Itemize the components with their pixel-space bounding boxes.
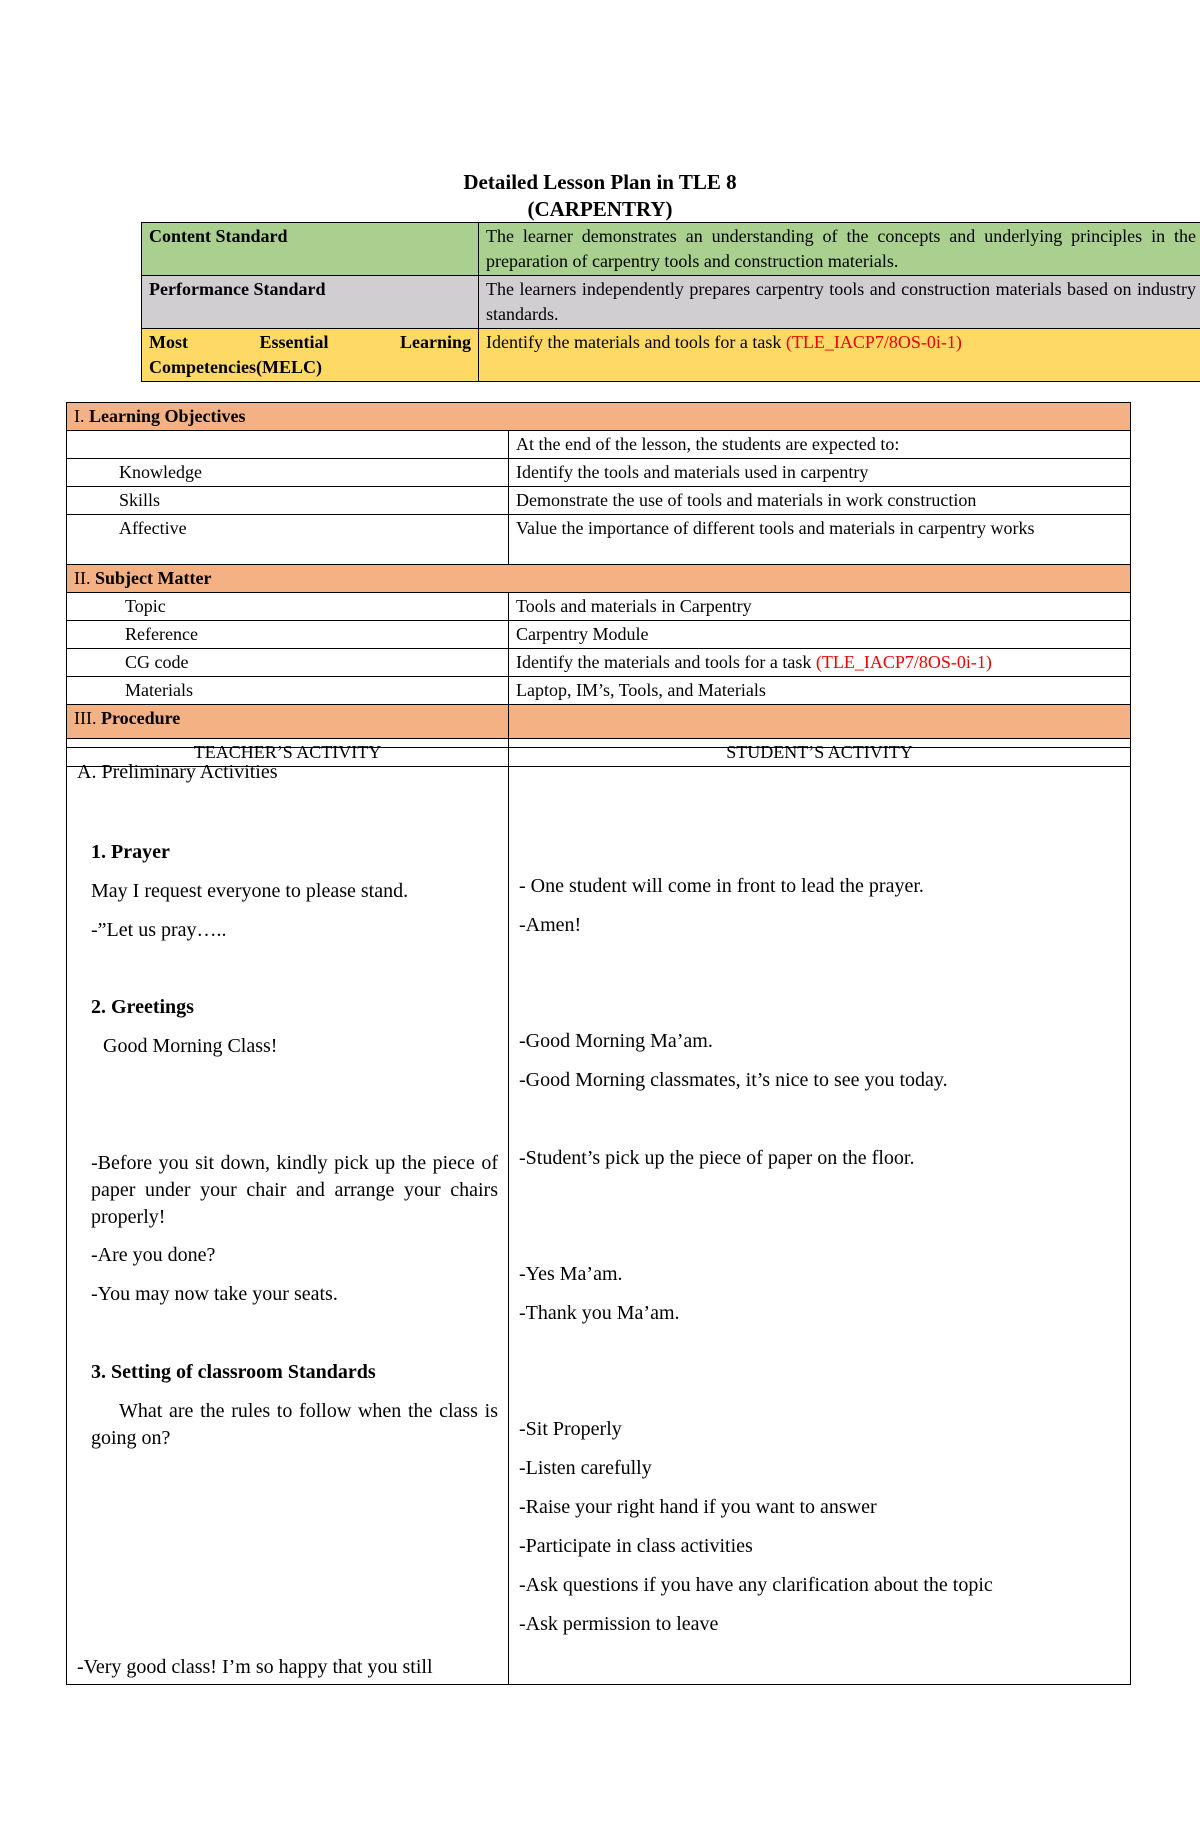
- greetings-line-3: -Are you done?: [91, 1244, 216, 1266]
- standards-table: [141, 222, 1200, 382]
- subject-label-materials: Materials: [67, 677, 509, 705]
- content-standard-label: Content Standard: [142, 223, 479, 276]
- melc-code: (TLE_IACP7/8OS-0i-1): [785, 332, 962, 352]
- subject-label-reference: Reference: [67, 621, 509, 649]
- prayer-heading: 1. Prayer: [91, 841, 170, 863]
- student-line-9: -Listen carefully: [519, 1457, 652, 1479]
- melc-text-value: Identify the materials and tools for a task: [486, 332, 786, 352]
- subject-label-topic: Topic: [67, 593, 509, 621]
- subject-value-materials: Laptop, IM’s, Tools, and Materials: [509, 677, 1131, 705]
- student-line-11: -Participate in class activities: [519, 1535, 753, 1557]
- performance-standard-text: The learners independently prepares carpentry tools and construction materials based on industry standards.: [479, 276, 1200, 329]
- subject-matter-heading: II. Subject Matter: [67, 565, 1131, 593]
- objective-label-affective: Affective: [67, 515, 509, 565]
- preliminary-activities: A. Preliminary Activities: [77, 761, 278, 783]
- performance-standard-label: Performance Standard: [142, 276, 479, 329]
- greetings-line-1: Good Morning Class!: [103, 1035, 278, 1057]
- document-title: Detailed Lesson Plan in TLE 8: [463, 170, 737, 194]
- greetings-line-4: -You may now take your seats.: [91, 1283, 338, 1305]
- student-activity-header: STUDENT’S ACTIVITY: [509, 739, 1131, 767]
- student-line-4: -Good Morning classmates, it’s nice to see you today.: [519, 1069, 948, 1091]
- student-line-10: -Raise your right hand if you want to answer: [519, 1496, 877, 1518]
- student-line-7: -Thank you Ma’am.: [519, 1302, 680, 1324]
- student-line-6: -Yes Ma’am.: [519, 1263, 623, 1285]
- student-line-8: -Sit Properly: [519, 1418, 622, 1440]
- objective-label-skills: Skills: [67, 487, 509, 515]
- prayer-line-2: -”Let us pray…..: [91, 919, 227, 941]
- greetings-heading: 2. Greetings: [91, 996, 194, 1018]
- objectives-heading: I. Learning Objectives: [67, 403, 1131, 431]
- objective-value-affective: Value the importance of different tools and materials in carpentry works: [509, 515, 1131, 565]
- melc-label: Most Essential Learning Competencies(MELC): [142, 329, 479, 382]
- student-line-12: -Ask questions if you have any clarification about the topic: [519, 1574, 993, 1596]
- content-standard-text: The learner demonstrates an understanding of the concepts and underlying principles in the preparation of carpentry tools and construction materials.: [479, 223, 1200, 276]
- teacher-activity-cell: [67, 748, 509, 1685]
- melc-text: [479, 329, 1200, 382]
- objective-value-knowledge: Identify the tools and materials used in carpentry: [509, 459, 1131, 487]
- objective-value-skills: Demonstrate the use of tools and materials in work construction: [509, 487, 1131, 515]
- objective-label-knowledge: Knowledge: [67, 459, 509, 487]
- teacher-activity-header: TEACHER’S ACTIVITY: [67, 739, 509, 767]
- standards-question: What are the rules to follow when the class is going on?: [91, 1400, 498, 1449]
- student-activity-cell: [509, 748, 1131, 1685]
- procedure-table: [66, 747, 1131, 1685]
- objectives-intro: At the end of the lesson, the students are expected to:: [509, 431, 1131, 459]
- closing-line: -Very good class! I’m so happy that you still: [77, 1656, 433, 1678]
- student-line-2: -Amen!: [519, 914, 582, 936]
- prayer-line-1: May I request everyone to please stand.: [91, 880, 409, 902]
- student-line-1: - One student will come in front to lead the prayer.: [519, 875, 924, 897]
- subject-value-reference: Carpentry Module: [509, 621, 1131, 649]
- standards-heading: 3. Setting of classroom Standards: [91, 1361, 376, 1383]
- student-line-5: -Student’s pick up the piece of paper on the floor.: [519, 1147, 915, 1169]
- student-line-13: -Ask permission to leave: [519, 1613, 719, 1635]
- subject-label-cg-code: CG code: [67, 649, 509, 677]
- cg-code: (TLE_IACP7/8OS-0i-1): [815, 652, 992, 672]
- procedure-heading: III. Procedure: [67, 705, 509, 739]
- document-subtitle: (CARPENTRY): [527, 197, 673, 221]
- objectives-table: [66, 402, 1131, 767]
- subject-value-cg-code: Identify the materials and tools for a task (TLE_IACP7/8OS-0i-1): [509, 649, 1131, 677]
- student-line-3: -Good Morning Ma’am.: [519, 1030, 713, 1052]
- subject-value-topic: Tools and materials in Carpentry: [509, 593, 1131, 621]
- greetings-line-2: -Before you sit down, kindly pick up the piece of paper under your chair and arrange your chairs properly!: [91, 1152, 498, 1228]
